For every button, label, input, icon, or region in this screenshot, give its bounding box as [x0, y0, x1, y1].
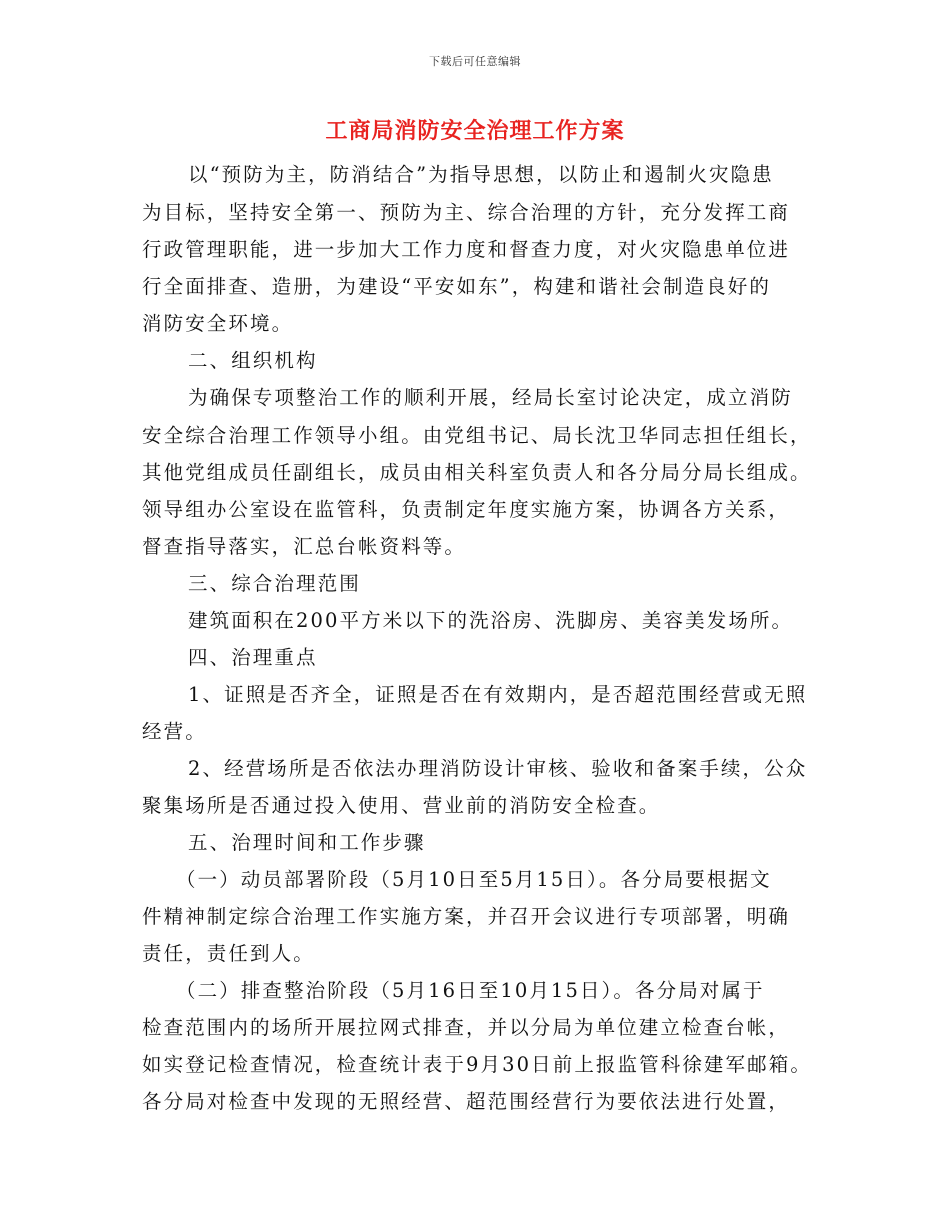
body-line: 为确保专项整治工作的顺利开展，经局长室讨论决定，成立消防: [188, 386, 793, 409]
body-line: 经营。: [142, 720, 207, 743]
body-line: 检查范围内的场所开展拉网式排查，并以分局为单位建立检查台帐，: [142, 1016, 791, 1039]
body-line: 件精神制定综合治理工作实施方案，并召开会议进行专项部署，明确: [142, 905, 791, 928]
header-note: 下载后可任意编辑: [429, 55, 521, 68]
body-line: 如实登记检查情况，检查统计表于9月30日前上报监管科徐建军邮箱。: [142, 1053, 812, 1076]
section-heading: 五、治理时间和工作步骤: [188, 831, 426, 854]
section-heading: 二、组织机构: [188, 349, 318, 372]
body-line: 各分局对检查中发现的无照经营、超范围经营行为要依法进行处置，: [142, 1090, 791, 1113]
body-line: 聚集场所是否通过投入使用、营业前的消防安全检查。: [142, 794, 661, 817]
body-line: 行全面排查、造册，为建设“平安如东”，构建和谐社会制造良好的: [142, 275, 771, 298]
body-line: 1、证照是否齐全，证照是否在有效期内，是否超范围经营或无照: [188, 683, 808, 706]
body-line: 消防安全环境。: [142, 312, 294, 335]
document-title: 工商局消防安全治理工作方案: [325, 118, 625, 144]
section-heading: 四、治理重点: [188, 646, 318, 669]
body-line: 行政管理职能，进一步加大工作力度和督查力度，对火灾隐患单位进: [142, 238, 791, 261]
body-line: 2、经营场所是否依法办理消防设计审核、验收和备案手续，公众: [188, 757, 808, 780]
body-line: 安全综合治理工作领导小组。由党组书记、局长沈卫华同志担任组长，: [142, 424, 812, 447]
body-line: 为目标，坚持安全第一、预防为主、综合治理的方针，充分发挥工商: [142, 201, 791, 224]
body-line: 其他党组成员任副组长，成员由相关科室负责人和各分局分局长组成。: [142, 461, 812, 484]
body-line: 以“预防为主，防消结合”为指导思想，以防止和遏制火灾隐患: [188, 163, 774, 186]
body-line: （二）排查整治阶段（5月16日至10月15日）。各分局对属于: [176, 979, 765, 1002]
body-line: 督查指导落实，汇总台帐资料等。: [142, 535, 467, 558]
body-line: 责任，责任到人。: [142, 942, 315, 965]
body-line: （一）动员部署阶段（5月10日至5月15日）。各分局要根据文: [176, 868, 772, 891]
body-line: 领导组办公室设在监管科，负责制定年度实施方案，协调各方关系，: [142, 498, 791, 521]
section-heading: 三、综合治理范围: [188, 572, 361, 595]
body-line: 建筑面积在200平方米以下的洗浴房、洗脚房、美容美发场所。: [188, 609, 794, 632]
